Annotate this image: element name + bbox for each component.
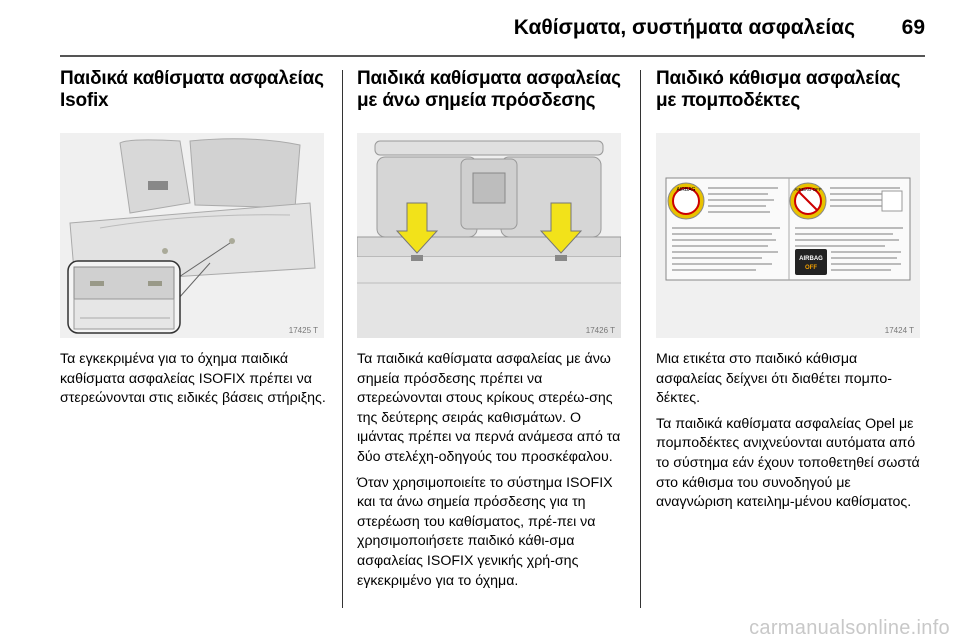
section-heading: Παιδικά καθίσματα ασφαλείας με άνω σημεία πρόσδεσης — [357, 68, 621, 111]
top-tether-illustration — [357, 133, 621, 338]
paragraph: Όταν χρησιμοποιείτε το σύστημα ISOFIX και τα άνω σημεία πρόσδεσης για τη στερέωση του καθίσματος, πρέ-πει να χρησιμοποιήσετε παιδικό κάθι-σμα ασφαλείας ISOFIX γενικής χρή-σης εγκεκριμένο για το όχημα. — [357, 474, 613, 589]
airbag-off-badge-line1: AIRBAG — [799, 256, 823, 262]
figure-code: 17425 T — [288, 326, 318, 335]
airbag-label: AIRBAG — [676, 187, 696, 193]
page-title: Καθίσματα, συστήματα ασφαλείας — [513, 16, 855, 39]
body-text — [656, 350, 924, 513]
isofix-seat-figure — [60, 133, 324, 338]
column-transponder — [656, 68, 924, 519]
column-divider — [640, 70, 641, 608]
watermark: carmanualsonline.info — [749, 617, 950, 639]
airbag-off-badge-line2: OFF — [805, 265, 817, 271]
page-number: 69 — [901, 16, 925, 39]
paragraph: Τα εγκεκριμένα για το όχημα παιδικά καθίσματα ασφαλείας ISOFIX πρέπει να στερεώνονται στις ειδικές βάσεις στήριξης. — [60, 351, 326, 407]
isofix-seat-illustration — [60, 133, 324, 338]
section-heading: Παιδικά καθίσματα ασφαλείας Isofix — [60, 68, 324, 111]
page-header — [60, 16, 925, 56]
transponder-label-figure — [656, 133, 920, 338]
column-isofix — [60, 68, 328, 415]
body-text — [357, 350, 625, 591]
header-rule — [60, 55, 925, 57]
paragraph: Μια ετικέτα στο παιδικό κάθισμα ασφαλείας δείχνει ότι διαθέτει πομπο-δέκτες. — [656, 351, 892, 407]
body-text — [60, 350, 328, 409]
transponder-label-illustration — [656, 133, 920, 338]
airbag-off-label: AIRBAG OFF — [794, 187, 822, 192]
column-top-tether — [357, 68, 625, 597]
figure-code: 17426 T — [585, 326, 615, 335]
paragraph: Τα παιδικά καθίσματα ασφαλείας με άνω σημεία πρόσδεσης πρέπει να στερεώνονται στους κρίκους στερέω-σης της δεύτερης σειράς καθισμάτων. Ο ιμάντας πρέπει να περνά ανάμεσα από τα δύο στελέχη-οδηγούς του προσκέφαλου. — [357, 351, 621, 465]
paragraph: Τα παιδικά καθίσματα ασφαλείας Opel με πομποδέκτες ανιχνεύονται αυτόματα από το σύστημα εάν έχουν τοποθετηθεί σωστά στο κάθισμα του συνοδηγού με αναγνώριση κατειλημ-μένου καθίσματος. — [656, 415, 920, 511]
top-tether-figure — [357, 133, 621, 338]
section-heading: Παιδικό κάθισμα ασφαλείας με πομποδέκτες — [656, 68, 901, 111]
column-divider — [342, 70, 343, 608]
figure-code: 17424 T — [884, 326, 914, 335]
